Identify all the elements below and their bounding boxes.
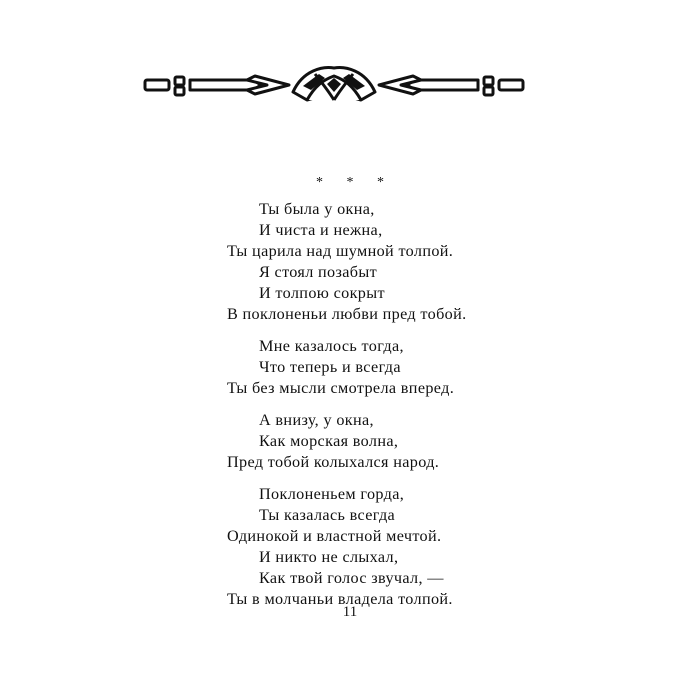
- poem-line: Я стоял позабыт: [259, 263, 378, 281]
- poem-line: Как твой голос звучал, —: [259, 569, 444, 587]
- poem-line: А внизу, у окна,: [259, 411, 374, 429]
- poem-line: Как морская волна,: [259, 432, 399, 450]
- section-asterism: * * *: [316, 175, 394, 190]
- poem-line: И никто не слыхал,: [259, 548, 399, 566]
- poem-line: В поклоненьи любви пред тобой.: [227, 305, 467, 323]
- poem-stanza: [227, 410, 547, 473]
- poem-line: Ты без мысли смотрела вперед.: [227, 379, 455, 397]
- page-number: 11: [342, 604, 358, 620]
- poem-line: Ты казалась всегда: [259, 506, 396, 524]
- poem-line: Ты царила над шумной толпой.: [227, 242, 454, 260]
- poem-stanza: [227, 336, 547, 399]
- poem-stanza: [227, 199, 547, 325]
- poem-line: Поклоненьем горда,: [259, 485, 405, 503]
- poem-line: Одинокой и властной мечтой.: [227, 527, 442, 545]
- poem-line: И толпою сокрыт: [259, 284, 385, 302]
- poem-line: Пред тобой колыхался народ.: [227, 453, 440, 471]
- poem-line: Ты в молчаньи владела толпой.: [227, 590, 453, 608]
- poem-stanza: [227, 484, 547, 610]
- poem-line: И чиста и нежна,: [259, 221, 383, 239]
- decorative-header-ornament: [143, 62, 525, 108]
- poem-line: Ты была у окна,: [259, 200, 375, 218]
- poem-text: [227, 199, 547, 621]
- poem-line: Мне казалось тогда,: [259, 337, 404, 355]
- poem-line: Что теперь и всегда: [259, 358, 401, 376]
